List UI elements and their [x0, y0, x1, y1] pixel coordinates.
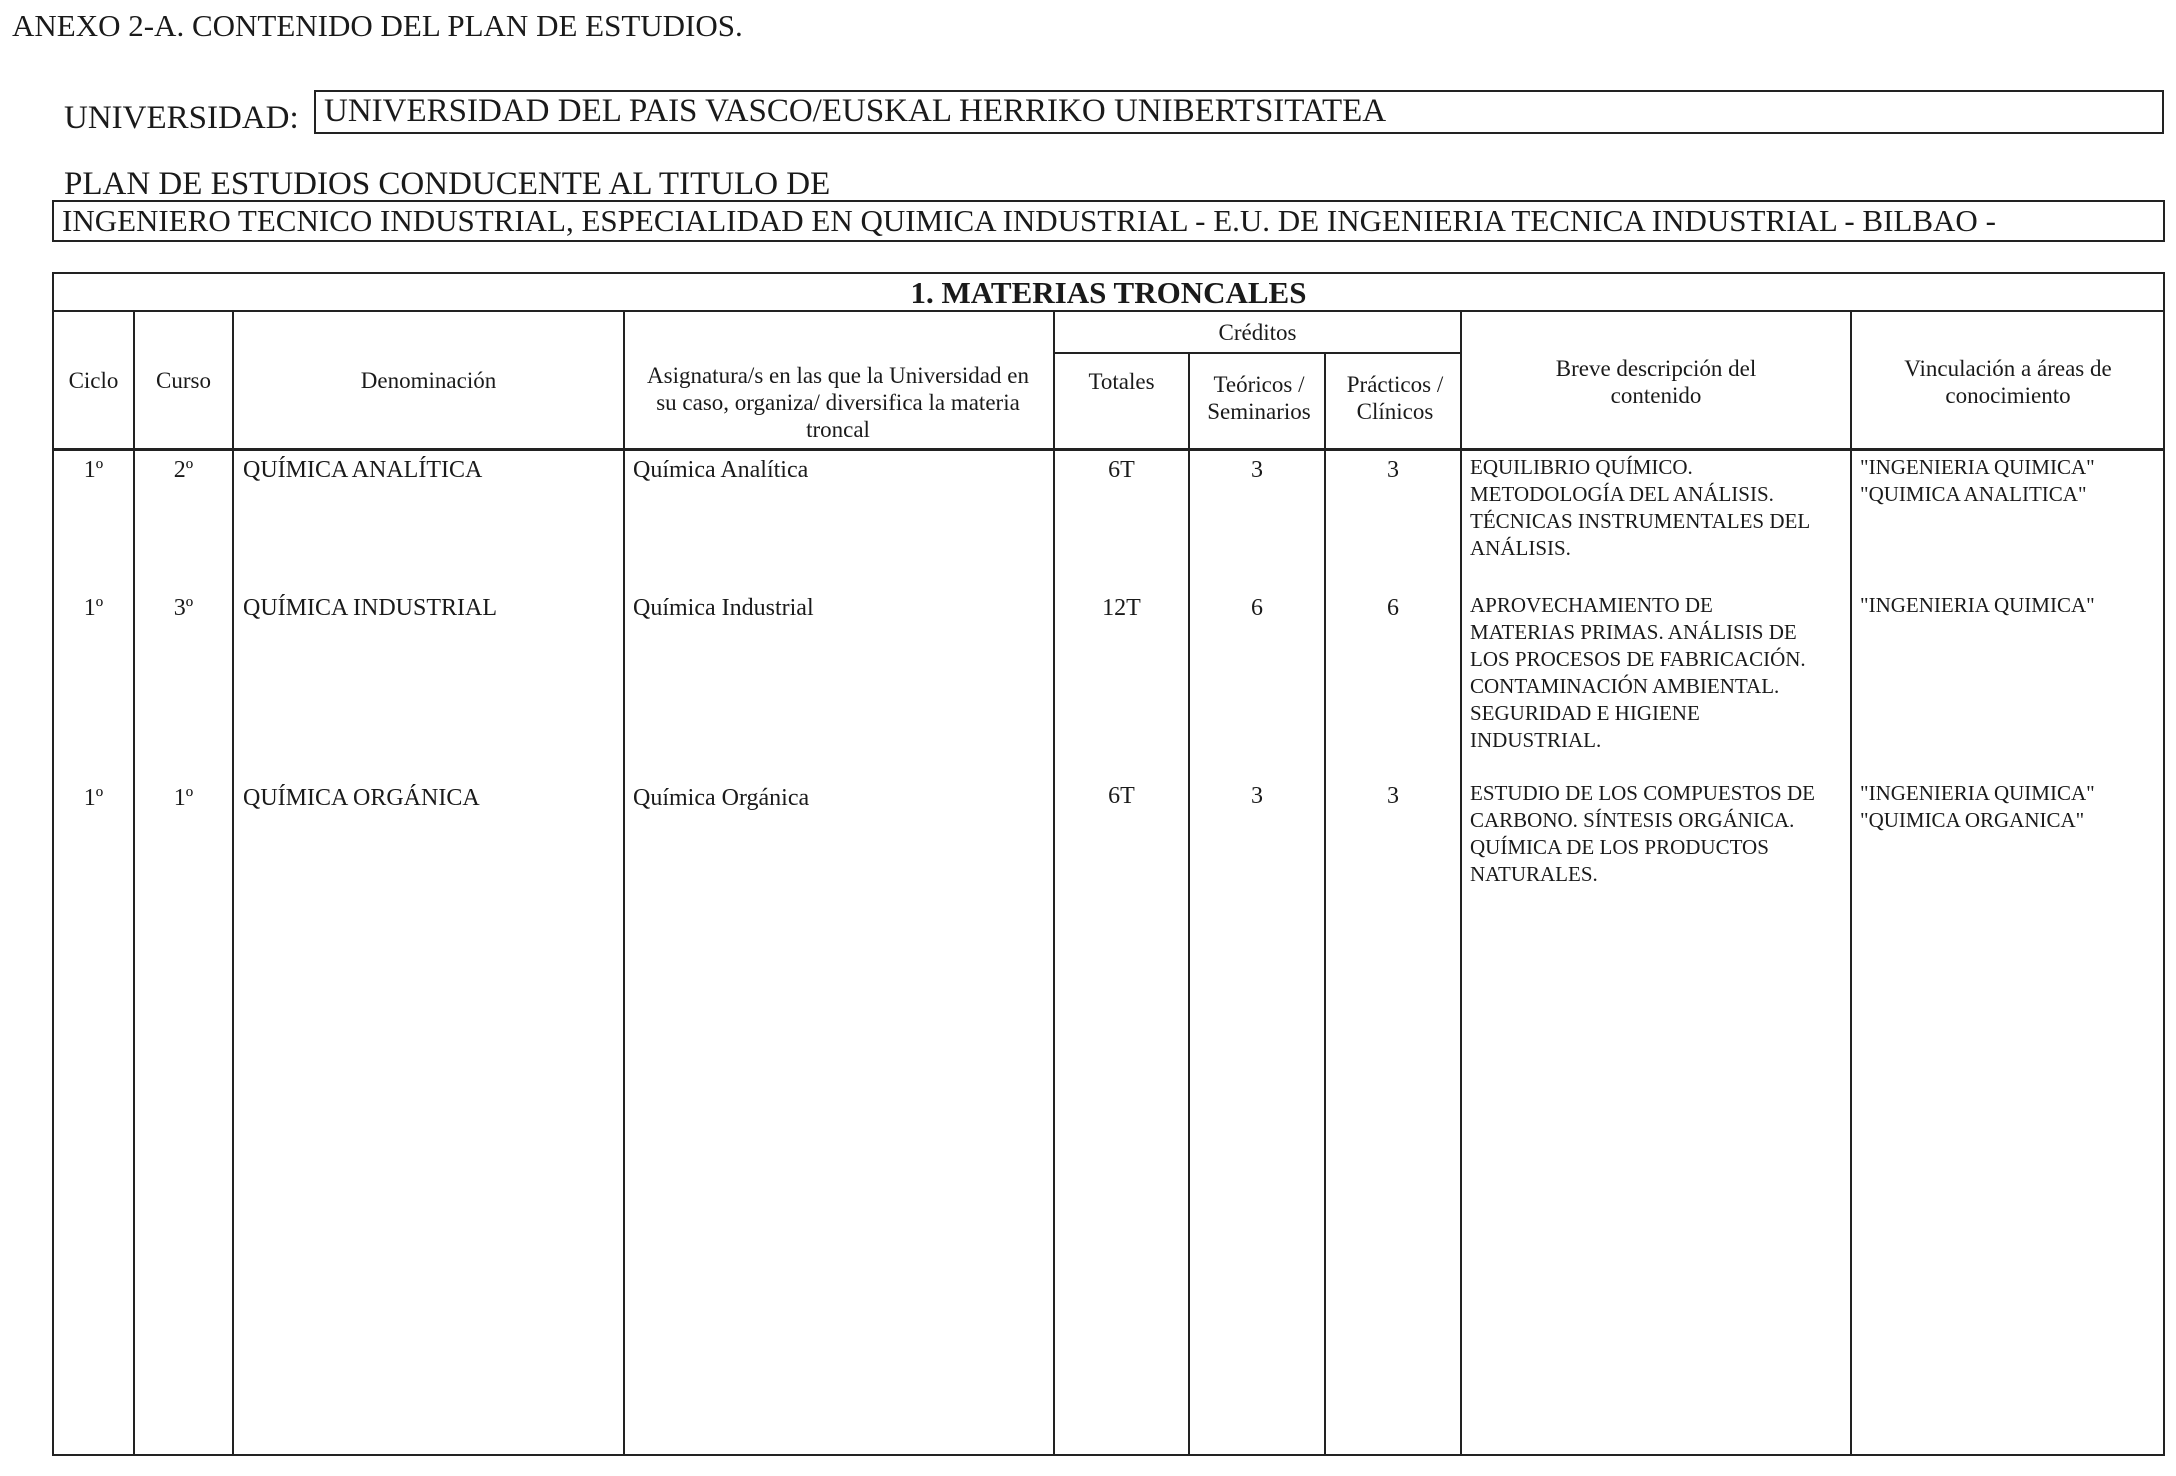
header-asignatura: Asignatura/s en las que la Universidad en su caso, organiza/ diversifica la materia troncal	[647, 362, 1029, 442]
descripcion-line: LOS PROCESOS DE FABRICACIÓN.	[1470, 647, 1806, 671]
col-divider-teoricos	[1324, 352, 1326, 1456]
cell-vinculacion	[1860, 780, 2160, 834]
cell-descripcion	[1470, 780, 1848, 888]
header-curso: Curso	[156, 367, 211, 393]
cell-teoricos: 3	[1251, 783, 1263, 809]
cell-asignatura: Química Analítica	[633, 457, 809, 483]
cell-ciclo: 1º	[83, 595, 104, 621]
header-denominacion: Denominación	[360, 367, 497, 393]
descripcion-line: CARBONO. SÍNTESIS ORGÁNICA.	[1470, 808, 1795, 832]
descripcion-line: CONTAMINACIÓN AMBIENTAL.	[1470, 674, 1780, 698]
cell-practicos: 3	[1387, 783, 1399, 809]
header-creditos: Créditos	[1218, 319, 1297, 345]
header-practicos: Prácticos / Clínicos	[1346, 372, 1444, 424]
col-divider-curso	[232, 310, 234, 1456]
descripcion-line: NATURALES.	[1470, 862, 1598, 886]
descripcion-line: APROVECHAMIENTO DE	[1470, 593, 1713, 617]
document-title: ANEXO 2-A. CONTENIDO DEL PLAN DE ESTUDIOS.	[12, 8, 743, 43]
university-name-box: UNIVERSIDAD DEL PAIS VASCO/EUSKAL HERRIKO UNIBERTSITATEA	[314, 90, 2164, 134]
descripcion-line: SEGURIDAD E HIGIENE	[1470, 701, 1700, 725]
cell-practicos: 6	[1387, 595, 1399, 621]
vinculacion-line: "INGENIERIA QUIMICA"	[1860, 455, 2095, 479]
cell-curso: 1º	[173, 785, 194, 811]
cell-ciclo: 1º	[83, 785, 104, 811]
cell-vinculacion	[1860, 592, 2160, 619]
cell-denominacion: QUÍMICA ORGÁNICA	[243, 785, 480, 811]
col-divider-totales	[1188, 352, 1190, 1456]
descripcion-line: METODOLOGÍA DEL ANÁLISIS.	[1470, 482, 1774, 506]
cell-ciclo: 1º	[83, 457, 104, 483]
header-vinculacion: Vinculación a áreas de conocimiento	[1904, 356, 2112, 408]
vinculacion-line: "INGENIERIA QUIMICA"	[1860, 593, 2095, 617]
cell-asignatura: Química Orgánica	[633, 785, 810, 811]
cell-totales: 12T	[1102, 595, 1141, 621]
plan-title-box: INGENIERO TECNICO INDUSTRIAL, ESPECIALIDAD EN QUIMICA INDUSTRIAL - E.U. DE INGENIERIA TECNICA INDUSTRIAL - BILBAO -	[52, 200, 2165, 242]
cell-curso: 2º	[173, 457, 194, 483]
header-totales: Totales	[1088, 368, 1155, 394]
cell-teoricos: 6	[1251, 595, 1263, 621]
university-label: UNIVERSIDAD:	[64, 100, 299, 136]
plan-label: PLAN DE ESTUDIOS CONDUCENTE AL TITULO DE	[64, 166, 831, 202]
header-divider	[52, 448, 2165, 451]
cell-denominacion: QUÍMICA ANALÍTICA	[243, 457, 483, 483]
descripcion-line: MATERIAS PRIMAS. ANÁLISIS DE	[1470, 620, 1797, 644]
col-divider-denominacion	[623, 310, 625, 1456]
descripcion-line: INDUSTRIAL.	[1470, 728, 1602, 752]
cell-totales: 6T	[1108, 783, 1135, 809]
descripcion-line: ANÁLISIS.	[1470, 536, 1571, 560]
header-ciclo: Ciclo	[68, 367, 119, 393]
cell-teoricos: 3	[1251, 457, 1263, 483]
descripcion-line: ESTUDIO DE LOS COMPUESTOS DE	[1470, 781, 1815, 805]
descripcion-line: EQUILIBRIO QUÍMICO.	[1470, 455, 1693, 479]
descripcion-line: QUÍMICA DE LOS PRODUCTOS	[1470, 835, 1769, 859]
cell-practicos: 3	[1387, 457, 1399, 483]
header-descripcion: Breve descripción del contenido	[1555, 356, 1757, 408]
cell-vinculacion	[1860, 454, 2160, 508]
col-divider-descripcion	[1850, 310, 1852, 1456]
cell-asignatura: Química Industrial	[633, 595, 814, 621]
vinculacion-line: "QUIMICA ANALITICA"	[1860, 482, 2087, 506]
creditos-divider	[1053, 352, 1462, 354]
cell-curso: 3º	[173, 595, 194, 621]
col-divider-practicos	[1460, 310, 1462, 1456]
cell-descripcion	[1470, 454, 1848, 562]
cell-descripcion	[1470, 592, 1848, 754]
cell-totales: 6T	[1108, 457, 1135, 483]
table-title: 1. MATERIAS TRONCALES	[910, 275, 1307, 310]
cell-denominacion: QUÍMICA INDUSTRIAL	[243, 595, 497, 621]
vinculacion-line: "QUIMICA ORGANICA"	[1860, 808, 2085, 832]
descripcion-line: TÉCNICAS INSTRUMENTALES DEL	[1470, 509, 1811, 533]
vinculacion-line: "INGENIERIA QUIMICA"	[1860, 781, 2095, 805]
header-teoricos: Teóricos / Seminarios	[1207, 372, 1311, 424]
